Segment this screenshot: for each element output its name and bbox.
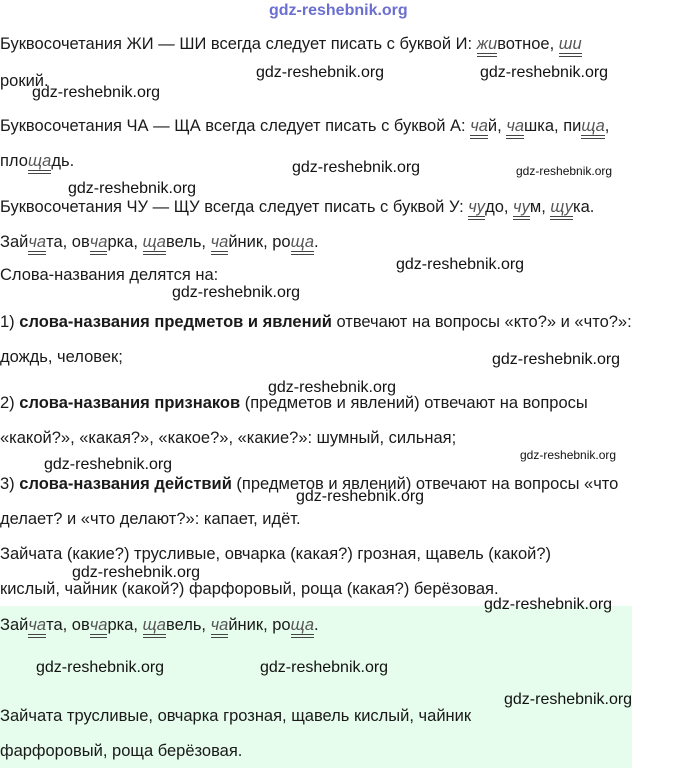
answer-line-1: Зайчата трусливые, овчарка грозная, щавель кислый, чайник	[0, 707, 472, 725]
answer-line-2: фарфоровый, роща берёзовая.	[0, 742, 243, 760]
questions-line-1: Зайчата (какие?) трусливые, овчарка (какая?) грозная, щавель (какой?)	[0, 545, 552, 563]
watermark: gdz-reshebnik.org	[516, 164, 613, 178]
item-2: 2) слова-названия признаков (предметов и явлений) отвечают на вопросы	[0, 394, 588, 412]
watermark: gdz-reshebnik.org	[256, 64, 385, 81]
watermark: gdz-reshebnik.org	[36, 659, 165, 676]
watermark: gdz-reshebnik.org	[44, 456, 173, 473]
rule-cha-cont: площадь.	[0, 152, 75, 170]
rule-chu-line: Буквосочетания ЧУ — ЩУ всегда следует писать с буквой У: чудо, чум, щука.	[0, 198, 595, 216]
watermark: gdz-reshebnik.org	[480, 64, 609, 81]
watermark: gdz-reshebnik.org	[68, 180, 197, 197]
rule-zhi-cont: рокий.	[0, 72, 49, 90]
watermark: gdz-reshebnik.org	[484, 596, 613, 613]
watermark: gdz-reshebnik.org	[520, 448, 617, 462]
watermark: gdz-reshebnik.org	[504, 691, 633, 708]
watermark: gdz-reshebnik.org	[32, 84, 161, 101]
classes-intro: Слова-названия делятся на:	[0, 266, 219, 284]
watermark: gdz-reshebnik.org	[269, 2, 408, 19]
watermark: gdz-reshebnik.org	[492, 351, 621, 368]
watermark: gdz-reshebnik.org	[260, 659, 389, 676]
rule-zhi-line: Буквосочетания ЖИ — ШИ всегда следует писать с буквой И: животное, ши	[0, 35, 582, 53]
questions-line-2: кислый, чайник (какой?) фарфоровый, роща (какая?) берёзовая.	[0, 580, 499, 598]
watermark: gdz-reshebnik.org	[268, 379, 397, 396]
watermark: gdz-reshebnik.org	[296, 488, 425, 505]
item-3-cont: делает? и «что делают?»: капает, идёт.	[0, 510, 301, 528]
watermark: gdz-reshebnik.org	[172, 284, 301, 301]
item-3: 3) слова-названия действий (предметов и явлений) отвечают на вопросы «что	[0, 475, 619, 493]
answer-words-line: Зайчата, овчарка, щавель, чайник, роща.	[0, 616, 319, 634]
words-line: Зайчата, овчарка, щавель, чайник, роща.	[0, 233, 319, 251]
item-2-cont: «какой?», «какая?», «какое?», «какие?»: шумный, сильная;	[0, 429, 457, 447]
item-1-cont: дождь, человек;	[0, 348, 123, 366]
item-1: 1) слова-названия предметов и явлений отвечают на вопросы «кто?» и «что?»:	[0, 313, 632, 331]
watermark: gdz-reshebnik.org	[292, 159, 421, 176]
rule-cha-line: Буквосочетания ЧА — ЩА всегда следует писать с буквой А: чай, чашка, пища,	[0, 117, 610, 135]
watermark: gdz-reshebnik.org	[72, 564, 201, 581]
watermark: gdz-reshebnik.org	[396, 256, 525, 273]
